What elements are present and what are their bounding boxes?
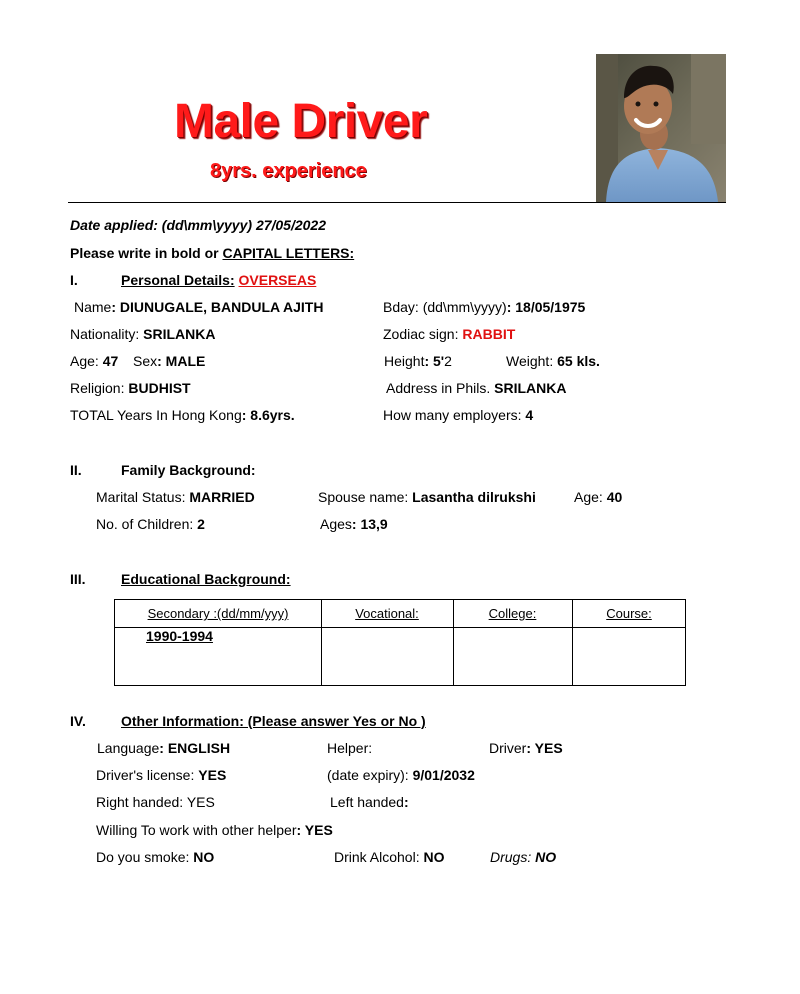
driver-label: Driver	[489, 740, 527, 756]
smoke-row	[96, 849, 214, 865]
children-value: 2	[197, 516, 205, 532]
ages-label: Ages	[320, 516, 352, 532]
religion-label: Religion:	[70, 380, 129, 396]
willing-label: Willing To work with other helper	[96, 822, 297, 838]
drugs-value: NO	[535, 849, 557, 865]
sex-value: : MALE	[157, 353, 206, 369]
expiry-value: 9/01/2032	[412, 767, 475, 783]
spouse-label: Spouse name:	[318, 489, 413, 505]
height-label: Height	[384, 353, 425, 369]
employers-value: 4	[525, 407, 534, 423]
expiry-label: (date expiry):	[327, 767, 413, 783]
willing-row	[96, 822, 333, 838]
education-heading: Educational Background:	[121, 571, 291, 587]
marital-row	[96, 489, 255, 505]
height-value: : 5'	[424, 353, 445, 369]
left-handed-value: :	[403, 794, 409, 810]
age-value: 47	[102, 353, 119, 369]
license-label: Driver's license:	[96, 767, 199, 783]
willing-value: : YES	[296, 822, 333, 838]
bday-value: : 18/05/1975	[506, 299, 586, 315]
nationality-value: SRILANKA	[143, 326, 216, 342]
name-value: : DIUNUGALE, BANDULA AJITH	[111, 299, 324, 315]
name-label: Name	[74, 299, 112, 315]
religion-row	[70, 380, 191, 396]
left-handed-label: Left handed	[330, 794, 404, 810]
bday-label: Bday: (dd\mm\yyyy)	[383, 299, 507, 315]
address-row	[386, 380, 567, 396]
drugs-row	[490, 849, 556, 865]
section-1-heading	[121, 272, 316, 288]
date-applied-label: Date applied: (dd\mm\yyyy)	[70, 217, 253, 233]
years-value: : 8.6yrs.	[241, 407, 295, 423]
language-label: Language	[97, 740, 160, 756]
instruction-prefix: Please write in bold or	[70, 245, 223, 261]
religion-value: BUDHIST	[128, 380, 191, 396]
sex-row	[133, 353, 205, 369]
weight-label: Weight:	[506, 353, 558, 369]
instruction-line	[70, 245, 354, 261]
smoke-value: NO	[193, 849, 215, 865]
ages-value: : 13,9	[351, 516, 388, 532]
table-header-college: College:	[488, 606, 537, 621]
spouse-value: Lasantha dilrukshi	[412, 489, 536, 505]
bday-row	[383, 299, 585, 315]
license-row	[96, 767, 226, 783]
spouse-row	[318, 489, 536, 505]
section-2-number: II.	[70, 462, 82, 478]
spouse-age-label: Age:	[574, 489, 607, 505]
table-header-course: Course:	[606, 606, 652, 621]
education-table	[114, 599, 686, 686]
nationality-row	[70, 326, 216, 342]
driver-value: : YES	[526, 740, 563, 756]
language-row	[97, 740, 230, 756]
zodiac-row	[383, 326, 515, 342]
secondary-years-value: 1990-1994	[146, 628, 213, 644]
marital-value: MARRIED	[189, 489, 255, 505]
section-1-number: I.	[70, 272, 78, 288]
alcohol-row	[334, 849, 444, 865]
driver-row	[489, 740, 563, 756]
right-handed: Right handed: YES	[96, 794, 215, 810]
age-row	[70, 353, 118, 369]
table-header-vocational: Vocational:	[355, 606, 419, 621]
sex-label: Sex	[133, 353, 158, 369]
address-label: Address in Phils.	[386, 380, 495, 396]
overseas-tag: OVERSEAS	[238, 272, 317, 288]
applicant-photo	[596, 54, 726, 202]
children-row	[96, 516, 205, 532]
alcohol-label: Drink Alcohol:	[334, 849, 424, 865]
personal-details-heading: Personal Details:	[121, 272, 235, 288]
ages-row	[320, 516, 388, 532]
smoke-label: Do you smoke:	[96, 849, 194, 865]
drugs-label: Drugs:	[490, 849, 536, 865]
left-handed-row	[330, 794, 409, 810]
employers-row	[383, 407, 533, 423]
years-row	[70, 407, 295, 423]
zodiac-value: RABBIT	[462, 326, 516, 342]
spouse-age-value: 40	[606, 489, 623, 505]
section-3-number: III.	[70, 571, 86, 587]
zodiac-label: Zodiac sign:	[383, 326, 463, 342]
language-value: : ENGLISH	[159, 740, 231, 756]
date-applied	[70, 217, 326, 233]
family-heading: Family Background:	[121, 462, 256, 478]
page-title: Male Driver	[174, 95, 428, 148]
name-row	[74, 299, 323, 315]
alcohol-value: NO	[423, 849, 445, 865]
age-label: Age:	[70, 353, 103, 369]
header-divider	[68, 202, 726, 203]
address-value: SRILANKA	[494, 380, 567, 396]
weight-row	[506, 353, 600, 369]
instruction-emphasis: CAPITAL LETTERS:	[222, 245, 355, 261]
date-applied-value: 27/05/2022	[255, 217, 327, 233]
license-value: YES	[198, 767, 227, 783]
years-label: TOTAL Years In Hong Kong	[70, 407, 242, 423]
weight-value: 65 kls.	[557, 353, 600, 369]
height-rest: 2	[444, 353, 452, 369]
employers-label: How many employers:	[383, 407, 526, 423]
spouse-age-row	[574, 489, 622, 505]
expiry-row	[327, 767, 475, 783]
other-info-heading: Other Information: (Please answer Yes or No )	[121, 713, 426, 729]
experience-subtitle: 8yrs. experience	[210, 160, 367, 182]
children-label: No. of Children:	[96, 516, 198, 532]
section-4-number: IV.	[70, 713, 86, 729]
nationality-label: Nationality:	[70, 326, 144, 342]
marital-label: Marital Status:	[96, 489, 190, 505]
helper-label: Helper:	[327, 740, 373, 756]
table-header-secondary: Secondary :(dd/mm/yyy)	[147, 606, 289, 621]
height-row	[384, 353, 452, 369]
